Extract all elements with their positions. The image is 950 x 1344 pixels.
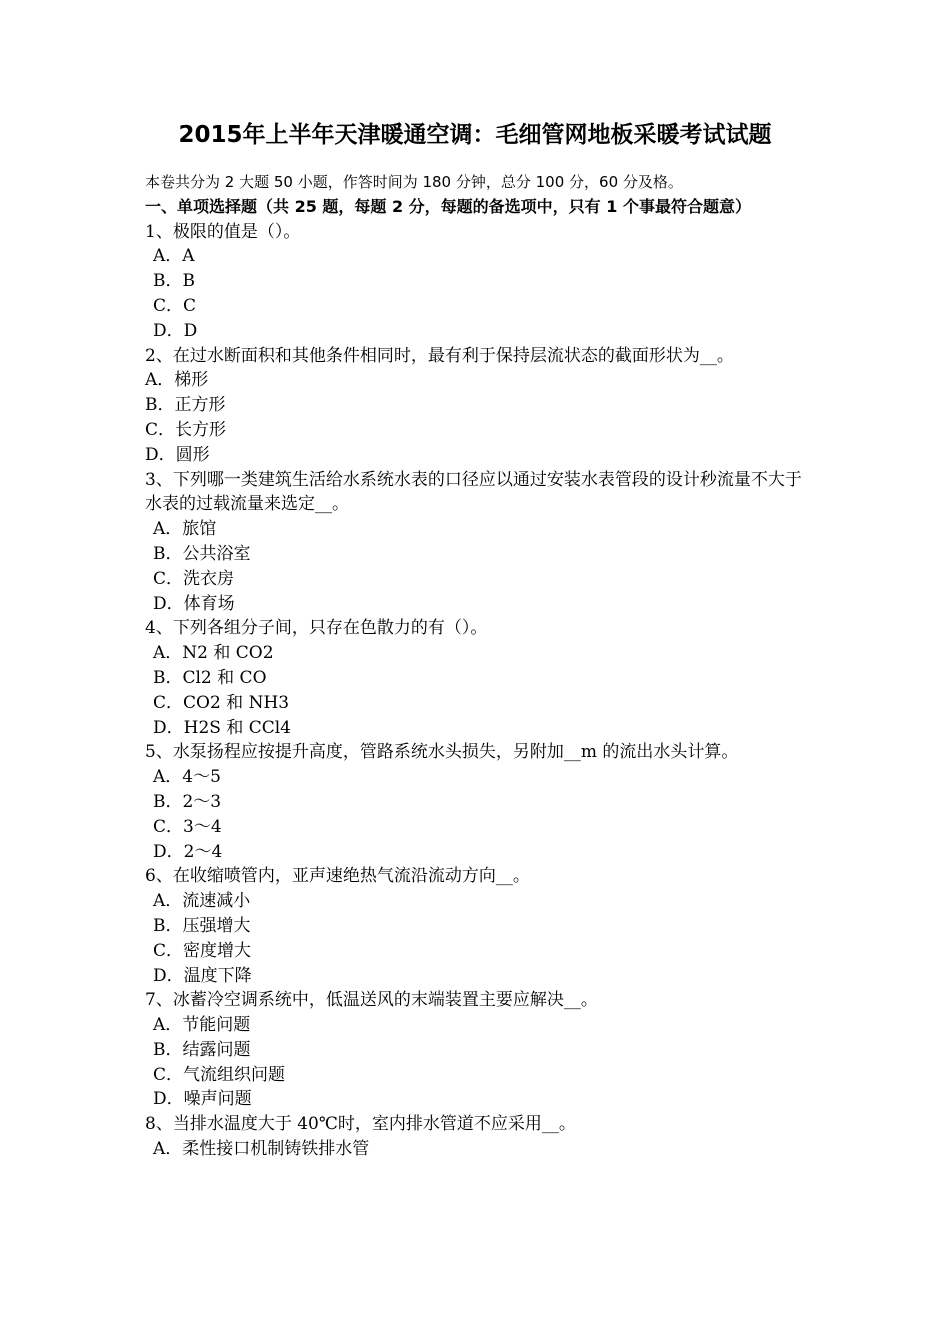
question-3 [145, 468, 810, 617]
question-5 [145, 740, 810, 864]
question-option: D．体育场 [153, 593, 235, 614]
question-option: A．柔性接口机制铸铁排水管 [153, 1139, 370, 1160]
question-option: C．CO2 和 NH3 [153, 692, 290, 713]
question-option: B．Cl2 和 CO [153, 667, 267, 688]
question-stem: 1、极限的值是（）。 [145, 221, 301, 242]
question-option: B．结露问题 [153, 1039, 251, 1060]
document-title: 2015年上半年天津暖通空调：毛细管网地板采暖考试试题 [178, 122, 772, 148]
question-option: A．梯形 [145, 370, 209, 391]
question-option: B．B [153, 271, 195, 292]
question-option: D．D [153, 320, 198, 341]
question-option: C．洗衣房 [153, 568, 235, 589]
question-stem: 7、冰蓄冷空调系统中，低温送风的末端装置主要应解决__。 [145, 990, 598, 1011]
question-option: A．节能问题 [153, 1015, 251, 1036]
question-8 [145, 1112, 810, 1162]
question-option: D．圆形 [145, 444, 210, 465]
question-6 [145, 864, 810, 988]
question-option: A．A [153, 246, 195, 267]
question-option: C．3～4 [153, 816, 222, 837]
document-body [145, 170, 810, 1162]
question-2 [145, 344, 810, 468]
question-option: B．正方形 [145, 395, 226, 416]
question-stem: 5、水泵扬程应按提升高度，管路系统水头损失，另附加__m 的流出水头计算。 [145, 742, 739, 763]
section-heading: 一、单项选择题（共 25 题，每题 2 分，每题的备选项中，只有 1 个事最符合题意） [145, 196, 751, 216]
question-stem: 3、下列哪一类建筑生活给水系统水表的口径应以通过安装水表管段的设计秒流量不大于水表的过载流量来选定__。 [145, 469, 802, 515]
question-7 [145, 988, 810, 1112]
question-stem: 6、在收缩喷管内，亚声速绝热气流沿流动方向__。 [145, 866, 530, 887]
question-stem: 8、当排水温度大于 40℃时，室内排水管道不应采用__。 [145, 1114, 576, 1135]
question-option: A．4～5 [153, 767, 221, 788]
question-option: C．C [153, 295, 197, 316]
exam-intro: 本卷共分为 2 大题 50 小题，作答时间为 180 分钟，总分 100 分，60 分及格。 [145, 173, 683, 191]
question-option: A．旅馆 [153, 519, 217, 540]
question-option: A．流速减小 [153, 891, 251, 912]
question-option: D．噪声问题 [153, 1089, 252, 1110]
question-4 [145, 616, 810, 740]
question-1 [145, 220, 810, 344]
question-option: B．压强增大 [153, 915, 251, 936]
question-option: C．密度增大 [153, 940, 252, 961]
question-option: C．长方形 [145, 419, 227, 440]
question-option: D．H2S 和 CCl4 [153, 717, 291, 738]
question-option: D．温度下降 [153, 965, 252, 986]
question-option: B．2～3 [153, 791, 222, 812]
question-option: B．公共浴室 [153, 543, 251, 564]
question-option: A．N2 和 CO2 [153, 643, 274, 664]
question-stem: 4、下列各组分子间，只存在色散力的有（）。 [145, 618, 488, 639]
question-stem: 2、在过水断面积和其他条件相同时，最有利于保持层流状态的截面形状为__。 [145, 345, 734, 366]
question-option: D．2～4 [153, 841, 223, 862]
question-option: C．气流组织问题 [153, 1064, 286, 1085]
